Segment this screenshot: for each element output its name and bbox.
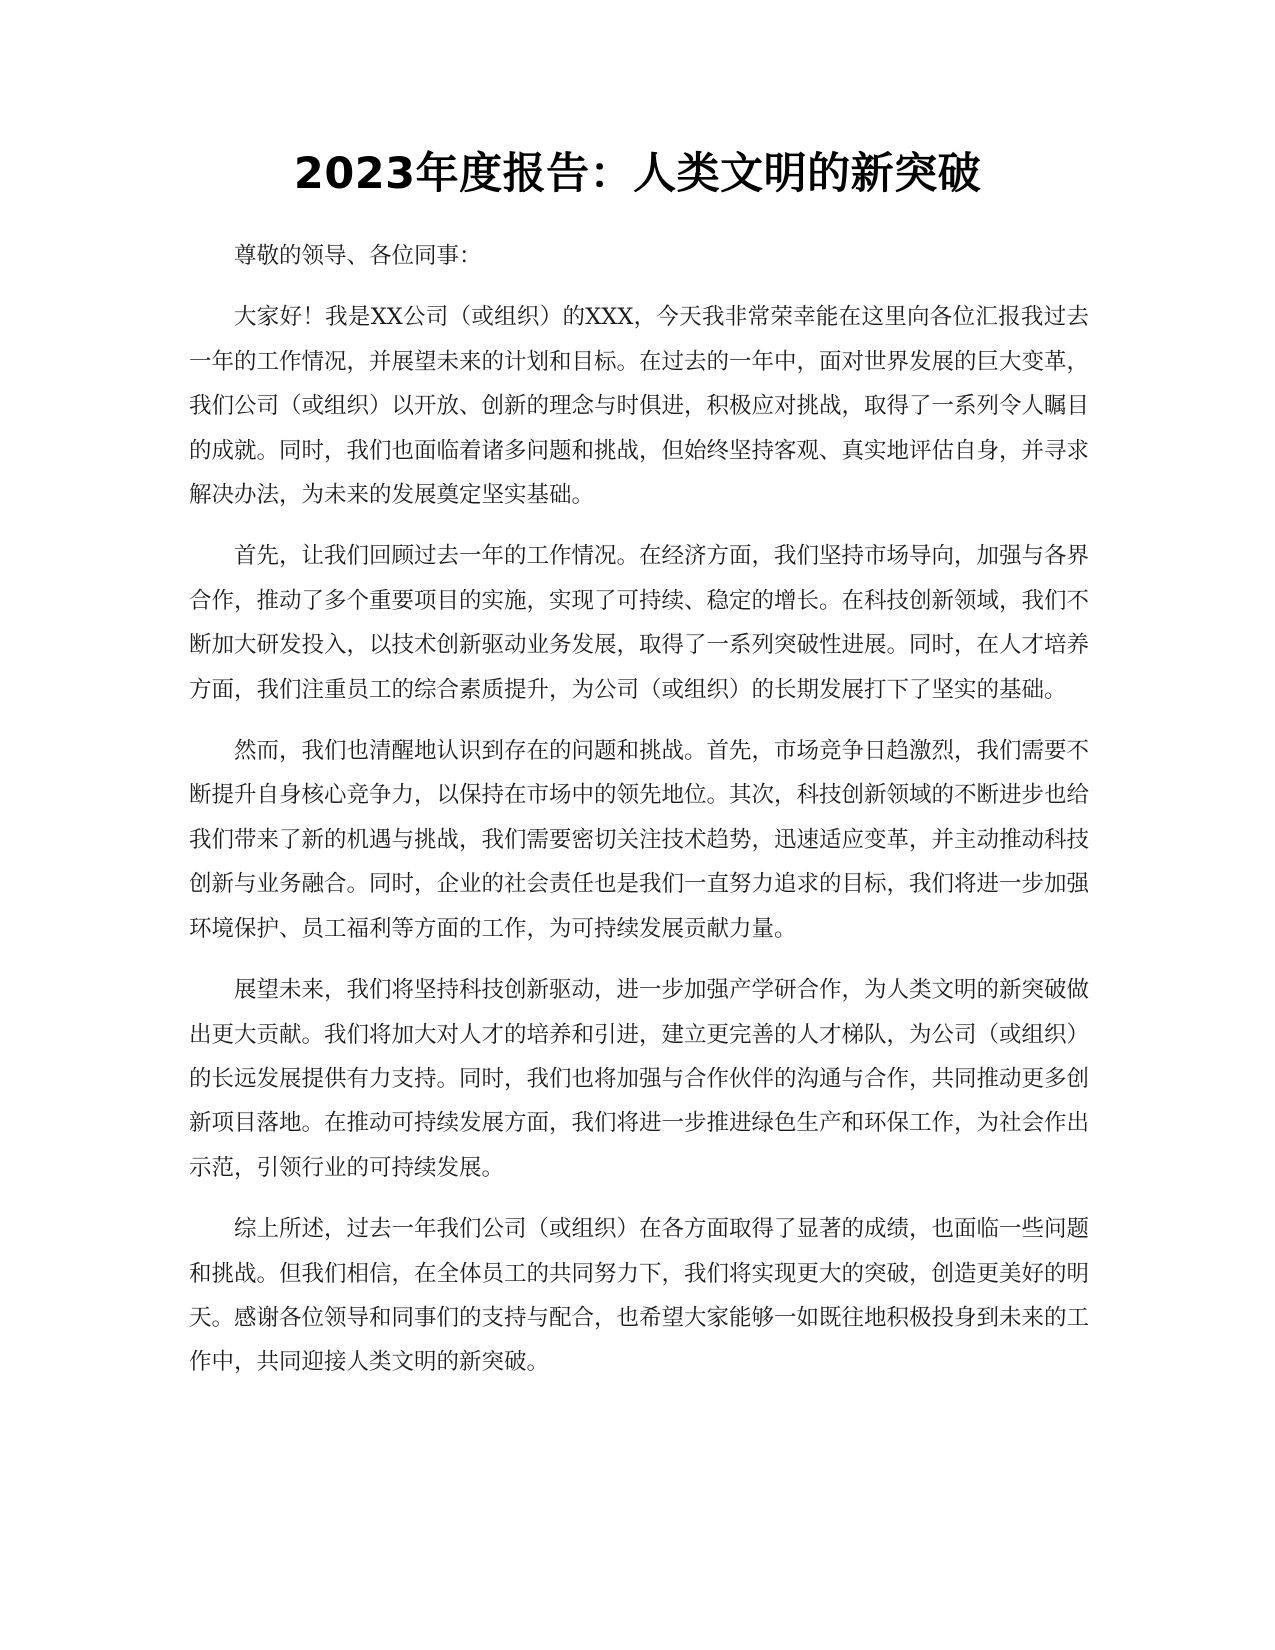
paragraph: 然而，我们也清醒地认识到存在的问题和挑战。首先，市场竞争日趋激烈，我们需要不断提升自身核心竞争力，以保持在市场中的领先地位。其次，科技创新领域的不断进步也给我们带来了新的机遇与挑战，我们需要密切关注技术趋势，迅速适应变革，并主动推动科技创新与业务融合。同时，企业的社会责任也是我们一直努力追求的目标，我们将进一步加强环境保护、员工福利等方面的工作，为可持续发展贡献力量。 [189, 738, 1090, 942]
paragraph: 大家好！我是XX公司（或组织）的XXX，今天我非常荣幸能在这里向各位汇报我过去一年的工作情况，并展望未来的计划和目标。在过去的一年中，面对世界发展的巨大变革，我们公司（或组织）以开放、创新的理念与时俱进，积极应对挑战，取得了一系列令人瞩目的成就。同时，我们也面临着诸多问题和挑战，但始终坚持客观、真实地评估自身，并寻求解决办法，为未来的发展奠定坚实基础。 [189, 304, 1090, 509]
document-body [189, 234, 1089, 1402]
paragraph: 首先，让我们回顾过去一年的工作情况。在经济方面，我们坚持市场导向，加强与各界合作，推动了多个重要项目的实施，实现了可持续、稳定的增长。在科技创新领域，我们不断加大研发投入，以技术创新驱动业务发展，取得了一系列突破性进展。同时，在人才培养方面，我们注重员工的综合素质提升，为公司（或组织）的长期发展打下了坚实的基础。 [189, 543, 1090, 703]
paragraph: 综上所述，过去一年我们公司（或组织）在各方面取得了显著的成绩，也面临一些问题和挑战。但我们相信，在全体员工的共同努力下，我们将实现更大的突破，创造更美好的明天。感谢各位领导和同事们的支持与配合，也希望大家能够一如既往地积极投身到未来的工作中，共同迎接人类文明的新突破。 [189, 1216, 1090, 1376]
paragraph: 展望未来，我们将坚持科技创新驱动，进一步加强产学研合作，为人类文明的新突破做出更大贡献。我们将加大对人才的培养和引进，建立更完善的人才梯队，为公司（或组织）的长远发展提供有力支持。同时，我们也将加强与合作伙伴的沟通与合作，共同推动更多创新项目落地。在推动可持续发展方面，我们将进一步推进绿色生产和环保工作，为社会作出示范，引领行业的可持续发展。 [189, 977, 1090, 1181]
salutation: 尊敬的领导、各位同事： [234, 243, 482, 269]
document-title: 2023年度报告：人类文明的新突破 [293, 149, 982, 199]
